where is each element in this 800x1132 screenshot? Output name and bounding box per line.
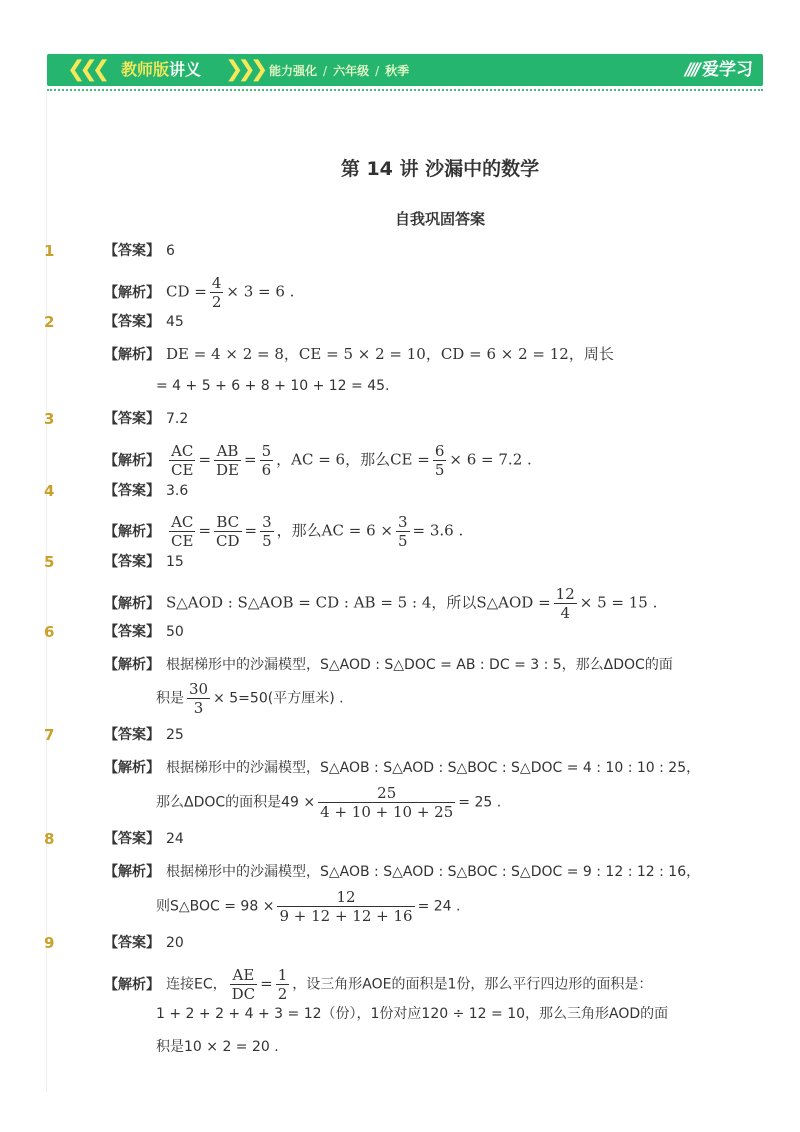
analysis-line <box>104 344 614 365</box>
crumb-ability: 能力强化 <box>269 64 318 78</box>
logo-text: 爱学习 <box>702 60 753 80</box>
fraction: $\frac{30}{3}$ <box>189 680 209 717</box>
brand-part1: 教师版 <box>121 60 170 79</box>
analysis-continuation: 则S△BOC = 98 × $\frac{12}{9 + 12 + 12 + 16}$ = 24 . <box>156 888 461 925</box>
answer-value: 45 <box>166 314 184 330</box>
analysis-tag: 【解析】 <box>104 760 160 776</box>
analysis-continuation: 1 + 2 + 2 + 4 + 3 = 12（份），1份对应120 ÷ 12 = 10，那么三角形AOD的面 <box>156 1006 669 1022</box>
math-text: = 3.6 . <box>412 521 464 540</box>
math-text: ，AC = 6，那么CE = <box>276 450 430 469</box>
fraction: $\frac{25}{4 + 10 + 10 + 25}$ <box>320 784 454 821</box>
fraction: $\frac{AC}{CE}$ <box>171 442 194 479</box>
answer-line <box>104 481 188 501</box>
fraction: $\frac{AC}{CE}$ <box>171 513 194 550</box>
fraction: $\frac{1}{2}$ <box>277 966 288 1003</box>
header-banner <box>47 54 763 86</box>
answer-line <box>104 312 184 332</box>
analysis-line <box>104 862 700 882</box>
crumb-sep: / <box>375 64 380 78</box>
answer-value: 50 <box>166 624 184 640</box>
fraction: $\frac{6}{5}$ <box>434 442 445 479</box>
math-text: DE = 4 × 2 = 8，CE = 5 × 2 = 10，CD = 6 × 2 = 12，周长 <box>166 345 614 363</box>
analysis-tag: 【解析】 <box>104 595 160 612</box>
question-number: 7 <box>44 726 55 744</box>
answer-value: 7.2 <box>166 411 189 427</box>
answer-line <box>104 241 175 261</box>
analysis-continuation: 积是 $\frac{30}{3}$ × 5=50(平方厘米) . <box>156 680 344 717</box>
fraction: $\frac{12}{9 + 12 + 12 + 16}$ <box>279 888 413 925</box>
answer-line <box>104 552 184 572</box>
answer-line <box>104 622 184 642</box>
section-subtitle: 自我巩固答案 <box>394 210 485 228</box>
fraction: $\frac{BC}{CD}$ <box>216 513 240 550</box>
answer-tag: 【答案】 <box>104 314 160 330</box>
fraction: $\frac{3}{5}$ <box>397 513 408 550</box>
answer-value: 24 <box>166 831 184 847</box>
analysis-tag: 【解析】 <box>104 452 160 469</box>
math-text: CD = <box>166 282 207 301</box>
analysis-line: 【解析】 连接EC， $\frac{AE}{DC}$ = $\frac{1}{2}$ ，设三角形AOE的面积是1份，那么平行四边形的面积是： <box>104 966 653 1003</box>
question-number: 9 <box>44 934 55 952</box>
analysis-line <box>104 585 657 622</box>
math-text: 根据梯形中的沙漏模型，S△AOD : S△DOC = AB : DC = 3 : 5，那么ΔDOC的面 <box>166 657 673 673</box>
math-text: 根据梯形中的沙漏模型，S△AOB : S△AOD : S△BOC : S△DOC = 4 : 10 : 10 : 25， <box>166 760 701 776</box>
math-text: × 5 = 15 . <box>579 593 658 612</box>
analysis-tag: 【解析】 <box>104 976 160 993</box>
answer-tag: 【答案】 <box>104 727 160 743</box>
math-text: × 6 = 7.2 . <box>449 450 532 469</box>
answer-tag: 【答案】 <box>104 624 160 640</box>
answer-line <box>104 933 184 953</box>
chevron-right-icon: ❯❯❯ <box>225 57 263 82</box>
analysis-continuation: 那么ΔDOC的面积是49 × $\frac{25}{4 + 10 + 10 + 25}$ = 25 . <box>156 784 502 821</box>
fraction: $\frac{3}{5}$ <box>262 513 272 550</box>
fraction: $\frac{5}{6}$ <box>261 442 272 479</box>
question-number: 8 <box>44 830 55 848</box>
math-text: 根据梯形中的沙漏模型，S△AOB : S△AOD : S△BOC : S△DOC = 9 : 12 : 12 : 16， <box>166 864 701 880</box>
answer-tag: 【答案】 <box>104 483 160 499</box>
analysis-continuation: 积是10 × 2 = 20 . <box>156 1039 279 1055</box>
analysis-continuation: = 4 + 5 + 6 + 8 + 10 + 12 = 45. <box>156 378 390 394</box>
question-number: 2 <box>44 313 55 331</box>
question-number: 4 <box>44 482 55 500</box>
answer-value: 20 <box>166 935 184 951</box>
analysis-line <box>104 758 700 778</box>
crumb-grade: 六年级 <box>333 64 370 78</box>
answer-line <box>104 409 188 429</box>
answer-value: 3.6 <box>166 483 189 499</box>
analysis-tag: 【解析】 <box>104 347 160 363</box>
fraction: $\frac{4}{2}$ <box>211 274 222 311</box>
math-text: S△AOD : S△AOB = CD : AB = 5 : 4，所以S△AOD = <box>166 593 551 612</box>
analysis-tag: 【解析】 <box>104 864 160 880</box>
answer-tag: 【答案】 <box>104 935 160 951</box>
question-number: 1 <box>44 242 55 260</box>
math-text: × 3 = 6 . <box>226 282 295 301</box>
question-number: 6 <box>44 623 55 641</box>
question-number: 5 <box>44 553 55 571</box>
analysis-tag: 【解析】 <box>104 523 160 540</box>
answer-tag: 【答案】 <box>104 831 160 847</box>
answer-tag: 【答案】 <box>104 554 160 570</box>
analysis-line <box>104 655 673 675</box>
logo-mark-icon: //// <box>685 60 698 80</box>
answer-value: 6 <box>166 243 175 259</box>
breadcrumb <box>269 63 409 79</box>
answer-value: 25 <box>166 727 184 743</box>
analysis-line: 【解析】 $\frac{AC}{CE}$ = $\frac{BC}{CD}$ = $\frac{3}{5}$ ，那么AC = 6 × $\frac{3}{5}$ = 3.6 . <box>104 513 464 550</box>
answer-tag: 【答案】 <box>104 243 160 259</box>
analysis-line <box>104 274 294 311</box>
math-text: ，那么AC = 6 × <box>276 521 393 540</box>
analysis-tag: 【解析】 <box>104 284 160 301</box>
brand-label <box>121 60 201 80</box>
analysis-line: 【解析】 $\frac{AC}{CE}$ = $\frac{AB}{DE}$ = $\frac{5}{6}$ ，AC = 6，那么CE = $\frac{6}{5}$ × 6 = 7.2 . <box>104 442 532 479</box>
chevron-left-icon: ❮❮❮ <box>67 57 105 82</box>
question-number: 3 <box>44 410 55 428</box>
fraction: $\frac{12}{4}$ <box>555 585 575 622</box>
fraction: $\frac{AE}{DC}$ <box>231 966 256 1003</box>
page-title: 第 14 讲 沙漏中的数学 <box>340 158 540 180</box>
brand-part2: 讲义 <box>169 60 202 79</box>
analysis-tag: 【解析】 <box>104 657 160 673</box>
crumb-sep: / <box>323 64 328 78</box>
answer-line <box>104 829 184 849</box>
logo <box>685 59 753 81</box>
answer-tag: 【答案】 <box>104 411 160 427</box>
fraction: $\frac{AB}{DE}$ <box>216 442 239 479</box>
crumb-season: 秋季 <box>385 64 410 78</box>
dotted-divider <box>47 89 763 91</box>
answer-line <box>104 725 184 745</box>
answer-value: 15 <box>166 554 184 570</box>
